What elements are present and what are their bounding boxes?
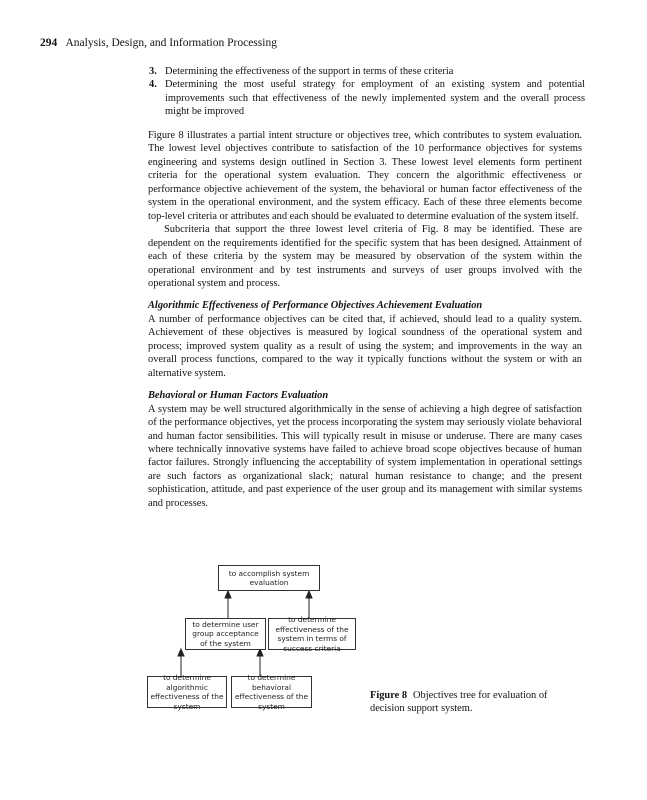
- paragraph: A number of performance objectives can be cited that, if achieved, should lead to a quality system. Achievement of these objectives is measured by logical soundness of the operational system and process; improved system quality as a result of using the system; and improvements in the way an overall process functions, compared to the way it typically functions without the system or with an alternative system.: [148, 313, 582, 379]
- paragraph: A system may be well structured algorithmically in the sense of achieving a high degree of satisfaction of the performance objectives, yet the process incorporating the system may seriously violate behavioral and human factor sensibilities. This will typically result in misuse or underuse. There are many cases where technically innovative systems have failed to achieve broad scope objectives because of human factor failures. Strongly influencing the acceptability of system implementation in operational settings are such factors as organizational slack; natural human resistance to change; and the present sophistication, attitude, and past experience of the user group and its management with similar systems and processes.: [148, 403, 582, 509]
- page-number: 294: [40, 37, 58, 49]
- running-header: [40, 37, 277, 49]
- list-item-text: Determining the effectiveness of the support in terms of these criteria: [165, 66, 454, 77]
- section-heading-algorithmic: Algorithmic Effectiveness of Performance Objectives Achievement Evaluation: [148, 300, 483, 312]
- figure-caption-text: Objectives tree for evaluation of decision support system.: [370, 690, 548, 715]
- list-item-number: 4.: [149, 79, 157, 91]
- node-behavioral-effectiveness: to determine behavioral effectiveness of the system: [231, 676, 312, 708]
- list-item-number: 3.: [149, 66, 157, 77]
- objectives-tree-diagram: [145, 557, 375, 717]
- node-accomplish-evaluation: to accomplish system evaluation: [218, 565, 320, 591]
- arrow-head: [257, 649, 263, 656]
- figure-caption: [370, 689, 584, 716]
- paragraph: Figure 8 illustrates a partial intent structure or objectives tree, which contributes to system evaluation. The lowest level objectives contribute to satisfaction of the 10 performance objectives for systems engineering and systems design outlined in Section 3. These lowest level elements form pertinent criteria for the operational system evaluation. They concern the algorithmic effectiveness or performance objective achievement of the system, the behavioral or human factor effectiveness of the system in the operational environment, and the system efficacy. Each of these three elements become top-level criteria or attributes and each should be evaluated to determine evaluation of the system itself.: [148, 130, 582, 222]
- list-item: [149, 78, 585, 118]
- paragraph: Subcriteria that support the three lowest level criteria of Fig. 8 may be identified. These are dependent on the requirements identified for the specific system that has been designed. Attainment of each of these criteria by the system may be measured by observation of the system within the operational environment and by test instruments and surveys of user groups involved with the operational system and process.: [148, 224, 582, 289]
- arrow-head: [306, 591, 312, 598]
- section-heading-behavioral: Behavioral or Human Factors Evaluation: [148, 390, 329, 402]
- list-item: [149, 65, 585, 78]
- figure-label: Figure 8: [370, 690, 408, 701]
- node-user-acceptance: to determine user group acceptance of the system: [185, 618, 266, 650]
- node-success-criteria: to determine effectiveness of the system in terms of success criteria: [268, 618, 356, 650]
- node-algorithmic-effectiveness: to determine algorithmic effectiveness of the system: [147, 676, 227, 708]
- body-text: [148, 129, 582, 510]
- arrow-head: [225, 591, 231, 598]
- list-item-text: Determining the most useful strategy for employment of an existing system and potential improvements such that effectiveness of the newly implemented system and the overall process might be improved: [165, 79, 585, 118]
- numbered-list: [149, 65, 585, 119]
- running-title: Analysis, Design, and Information Processing: [65, 37, 277, 49]
- arrow-head: [178, 649, 184, 656]
